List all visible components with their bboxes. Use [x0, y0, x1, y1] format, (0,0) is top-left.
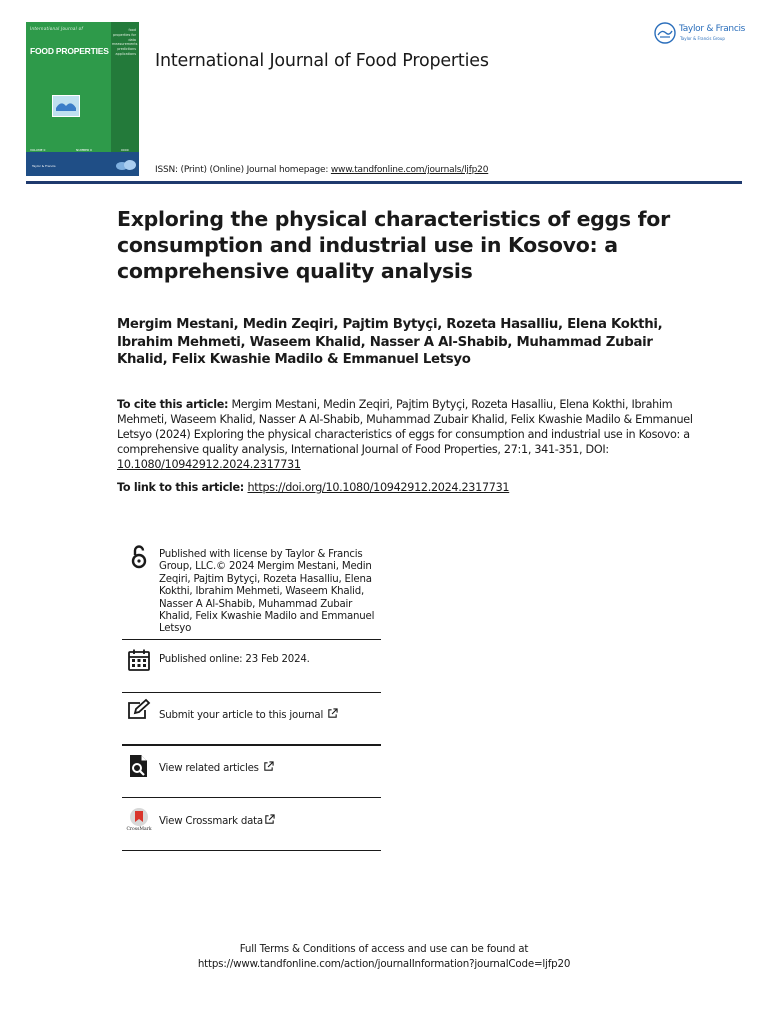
external-link-icon: [327, 708, 338, 719]
issn-text: ISSN: (Print) (Online) Journal homepage:: [155, 165, 331, 175]
issn-line: [155, 165, 488, 175]
related-articles-item[interactable]: [122, 746, 381, 798]
submit-article-label: [159, 708, 338, 722]
publisher-logo-icon: [654, 22, 676, 44]
article-doi-link[interactable]: https://doi.org/10.1080/10942912.2024.2317731: [247, 481, 510, 494]
terms-footer: [0, 942, 768, 972]
publisher-group: Taylor & Francis Group: [680, 36, 725, 41]
header-divider: [26, 181, 742, 184]
document-search-icon: [126, 753, 152, 779]
crossmark-logo-text: CrossMark: [126, 827, 152, 832]
crossmark-icon: [126, 807, 152, 827]
cover-volume: VOLUME 0: [30, 148, 46, 152]
article-link-label: To link to this article:: [117, 481, 248, 494]
external-link-icon: [264, 814, 275, 825]
crossmark-text: View Crossmark data: [159, 816, 263, 827]
journal-cover-image: [26, 22, 139, 176]
terms-footer-link[interactable]: https://www.tandfonline.com/action/journalInformation?journalCode=ljfp20: [197, 958, 571, 970]
journal-title[interactable]: International Journal of Food Properties: [155, 51, 489, 71]
cover-series-text: International Journal of: [30, 26, 84, 31]
submit-article-item[interactable]: [122, 693, 381, 746]
publisher-name: Taylor & Francis: [679, 24, 746, 34]
license-text: Published with license by Taylor & Francis Group, LLC.© 2024 Mergim Mestani, Medin Zeqiri, Pajtim Bytyçi, Rozeta Hasalliu, Elena Kokthi, Ibrahim Mehmeti, Waseem Khalid, Nasser A Al-Shabib, Muhammad Zubair Khalid, Felix Kwashie Madilo and Emmanuel Letsyo: [159, 549, 375, 635]
related-articles-label: [159, 761, 274, 775]
article-link-line: [117, 481, 509, 494]
citation-doi-link[interactable]: 10.1080/10942912.2024.2317731: [117, 458, 301, 471]
submit-article-text: Submit your article to this journal: [159, 710, 324, 721]
license-item: [122, 541, 381, 640]
published-online-item: [122, 640, 381, 693]
article-title: Exploring the physical characteristics of eggs for consumption and industrial use in Kosovo: a comprehensive quality analysis: [117, 207, 670, 283]
cover-art-icon: [115, 158, 137, 172]
citation-text: Mergim Mestani, Medin Zeqiri, Pajtim Bytyçi, Rozeta Hasalliu, Elena Kokthi, Ibrahim Mehmeti, Waseem Khalid, Nasser A Al-Shabib, Muhammad Zubair Khalid, Felix Kwashie Madilo & Emmanuel Letsyo (2024) Exploring the physical characteristics of eggs for consumption and industrial use in Kosovo: a comprehensive quality analysis, International Journal of Food Properties, 27:1, 341-351, DOI:: [117, 398, 693, 456]
publisher-logo[interactable]: [654, 22, 746, 48]
terms-footer-line1: Full Terms & Conditions of access and use can be found at: [239, 943, 529, 955]
cover-side-text: food properties for data measurements predictions applications: [112, 28, 138, 56]
open-access-icon: [126, 544, 152, 570]
cover-figure: [52, 95, 80, 117]
citation-label: To cite this article:: [117, 398, 229, 411]
citation-block: [117, 397, 697, 472]
calendar-icon: [126, 647, 152, 673]
edit-icon: [126, 698, 152, 724]
crossmark-label: [159, 814, 275, 828]
published-online-text: Published online: 23 Feb 2024.: [159, 654, 310, 665]
cover-number: NUMBER 0: [76, 148, 92, 152]
cover-publisher-logo: Taylor & Francis: [32, 164, 56, 168]
crossmark-logo: [126, 807, 152, 835]
cover-title: FOOD PROPERTIES: [30, 46, 109, 56]
article-authors: Mergim Mestani, Medin Zeqiri, Pajtim Bytyçi, Rozeta Hasalliu, Elena Kokthi, Ibrahim Mehmeti, Waseem Khalid, Nasser A Al-Shabib, Muhammad Zubair Khalid, Felix Kwashie Madilo & Emmanuel Letsyo: [117, 317, 663, 367]
external-link-icon: [263, 761, 274, 772]
crossmark-item[interactable]: [122, 798, 381, 851]
cover-year: 0000: [121, 148, 129, 152]
related-articles-text: View related articles: [159, 763, 259, 774]
journal-homepage-link[interactable]: www.tandfonline.com/journals/ljfp20: [330, 165, 489, 175]
